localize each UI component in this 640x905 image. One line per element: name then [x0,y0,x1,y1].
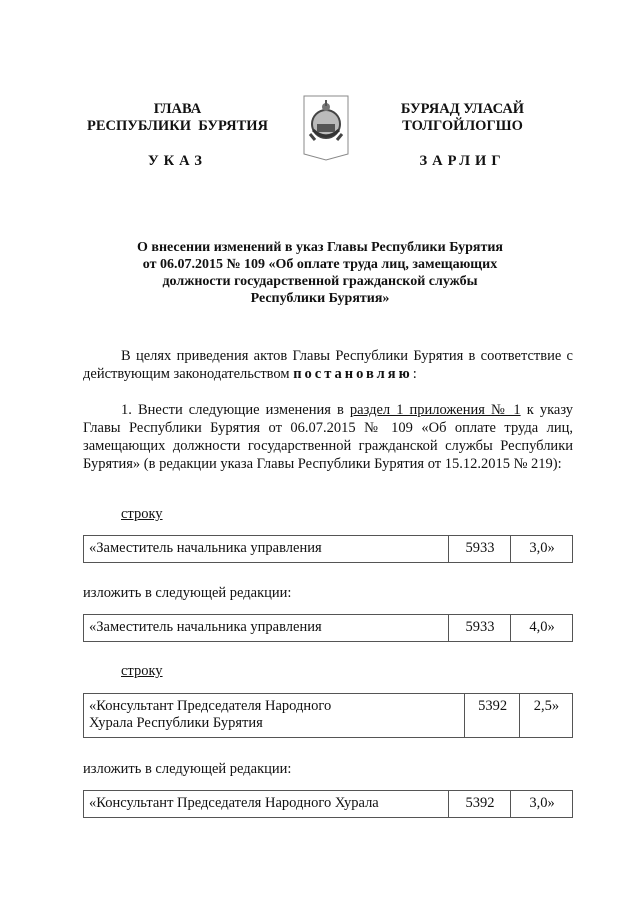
issuer-buryat-line-1: БУРЯАД УЛАСАЙ [400,101,525,117]
coat-of-arms-icon [301,94,351,164]
position-name: «Консультант Председателя Народного Хурала [84,791,449,818]
document-title [90,239,550,307]
label-row-new-2: изложить в следующей редакции: [83,761,292,777]
position-code: 5933 [449,536,511,563]
doc-type-buryat: ЗАРЛИГ [419,153,506,169]
issuer-line-2: РЕСПУБЛИКИ БУРЯТИЯ [86,118,269,134]
preamble-decree-word: постановляю [293,366,413,382]
title-line-1: О внесении изменений в указ Главы Республики Бурятия [137,240,503,255]
table-row-old-2 [83,693,573,738]
preamble-text: В целях приведения актов Главы Республики Бурятия в соответствие с действующим законодательством [83,348,573,382]
issuer-line-1: ГЛАВА [153,101,202,117]
preamble-paragraph [83,347,573,383]
item-1-lead: 1. Внести следующие изменения в [121,402,350,418]
position-name: «Заместитель начальника управления [84,615,449,642]
table-row-new-1 [83,614,573,642]
position-coefficient: 4,0» [511,615,573,642]
title-line-2: от 06.07.2015 № 109 «Об оплате труда лиц, замещающих [142,257,498,272]
issuer-russian [70,101,285,135]
table-row-old-1 [83,535,573,563]
position-coefficient: 2,5» [519,694,572,738]
item-1-paragraph [83,401,573,473]
position-name: «Консультант Председателя Народного Хурала Республики Бурятия [84,694,465,738]
position-code: 5392 [449,791,511,818]
label-row-old-1: строку [121,506,163,522]
table-row-new-2 [83,790,573,818]
label-row-new-1: изложить в следующей редакции: [83,585,292,601]
issuer-buryat [355,101,570,135]
position-name: «Заместитель начальника управления [84,536,449,563]
label-row-old-2: строку [121,663,163,679]
position-code: 5933 [449,615,511,642]
position-code: 5392 [465,694,519,738]
item-1-rest: к указу Главы Республики Бурятия от 06.07.2015 № 109 «Об оплате труда лиц, замещающих должности государственной гражданской службы Республики Бурятия» (в редакции указа Главы Республики Бурятия от 15.12.2015 № 219): [83,402,574,472]
doc-type-russian: УКАЗ [148,153,207,169]
position-coefficient: 3,0» [511,791,573,818]
position-coefficient: 3,0» [511,536,573,563]
section-reference-link[interactable]: раздел 1 приложения № 1 [349,402,521,418]
preamble-end: : [412,366,417,382]
title-line-3: должности государственной гражданской службы [162,274,478,289]
issuer-buryat-line-2: ТОЛГОЙЛОГШО [402,118,523,134]
title-line-4: Республики Бурятия» [250,291,390,306]
